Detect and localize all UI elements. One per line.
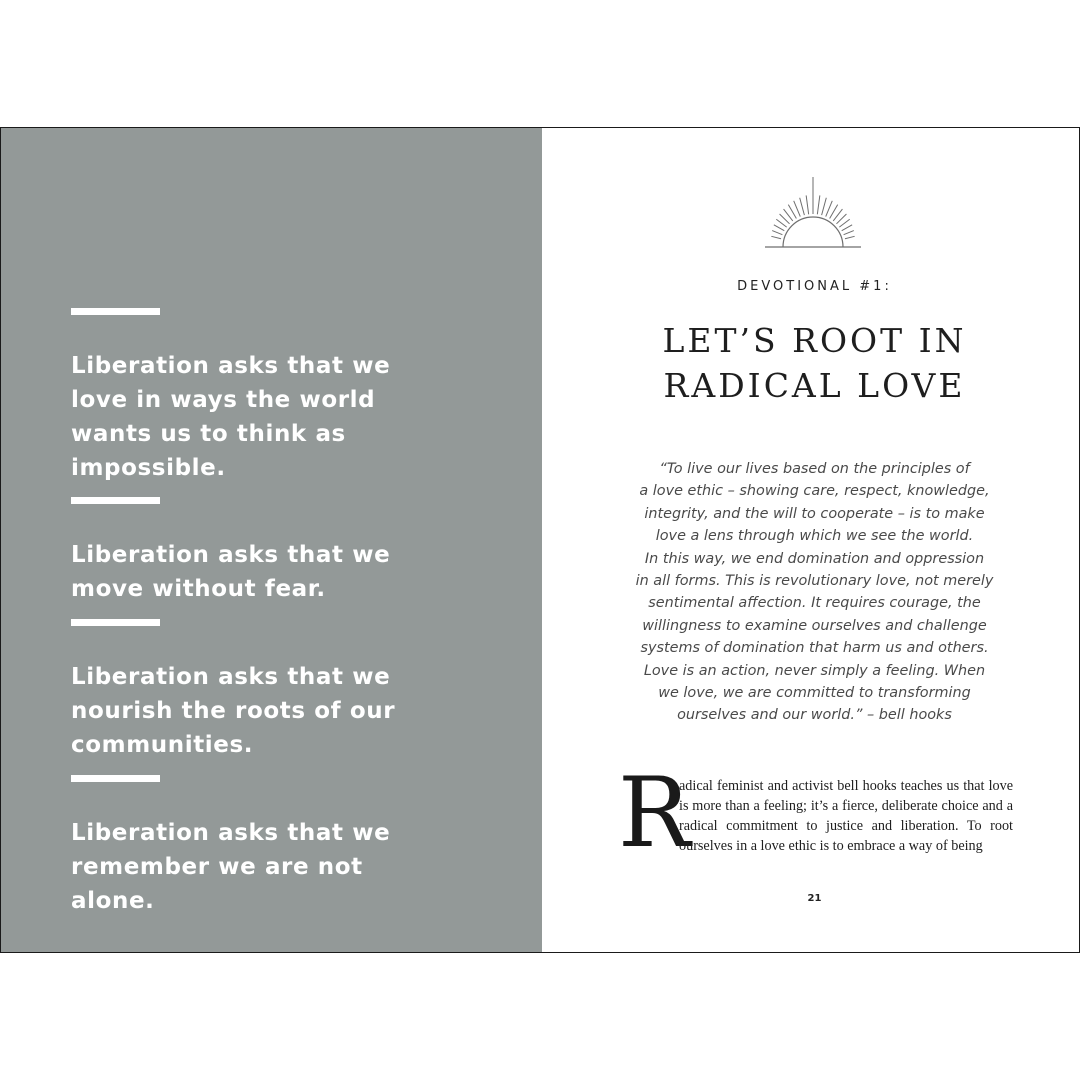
affirmation-text: Liberation asks that we remember we are not alone. <box>71 820 391 914</box>
affirmation-block <box>71 497 451 606</box>
affirmation-text: Liberation asks that we move without fear. <box>71 542 391 602</box>
divider-rule <box>71 308 160 315</box>
affirmation-text: Liberation asks that we love in ways the world wants us to think as impossible. <box>71 353 391 481</box>
divider-rule <box>71 497 160 504</box>
affirmation-block <box>71 619 451 762</box>
divider-rule <box>71 775 160 782</box>
right-page <box>542 128 1079 952</box>
sunrise-icon <box>763 177 863 253</box>
drop-cap: R <box>618 757 691 869</box>
affirmation-text: Liberation asks that we nourish the roots of our communities. <box>71 664 396 758</box>
affirmation-block <box>71 775 451 918</box>
divider-rule <box>71 619 160 626</box>
epigraph-quote: “To live our lives based on the principles of a love ethic – showing care, respect, knowledge, integrity, and the will to cooperate – is to make love a lens through which we see the world. In this way, we end domination and oppression in all forms. This is revolutionary love, not merely sentimental affection. It requires courage, the willingness to examine ourselves and challenge systems of domination that harm us and others. Love is an action, never simply a feeling. When we love, we are committed to transforming ourselves and our world.” – bell hooks <box>635 461 994 724</box>
affirmation-block <box>71 308 451 485</box>
body-paragraph: adical feminist and activist bell hooks teaches us that love is more than a feeling; it’s a fierce, deliberate choice and a radical commitment to justice and liberation. To root ourselves in a love ethic is to embrace a way of being <box>679 778 1013 854</box>
left-page <box>1 128 542 952</box>
page-title: LET’S ROOT IN RADICAL LOVE <box>662 321 967 405</box>
page-number: 21 <box>807 893 822 904</box>
book-spread <box>0 127 1080 953</box>
devotional-label: DEVOTIONAL #1: <box>737 279 892 294</box>
